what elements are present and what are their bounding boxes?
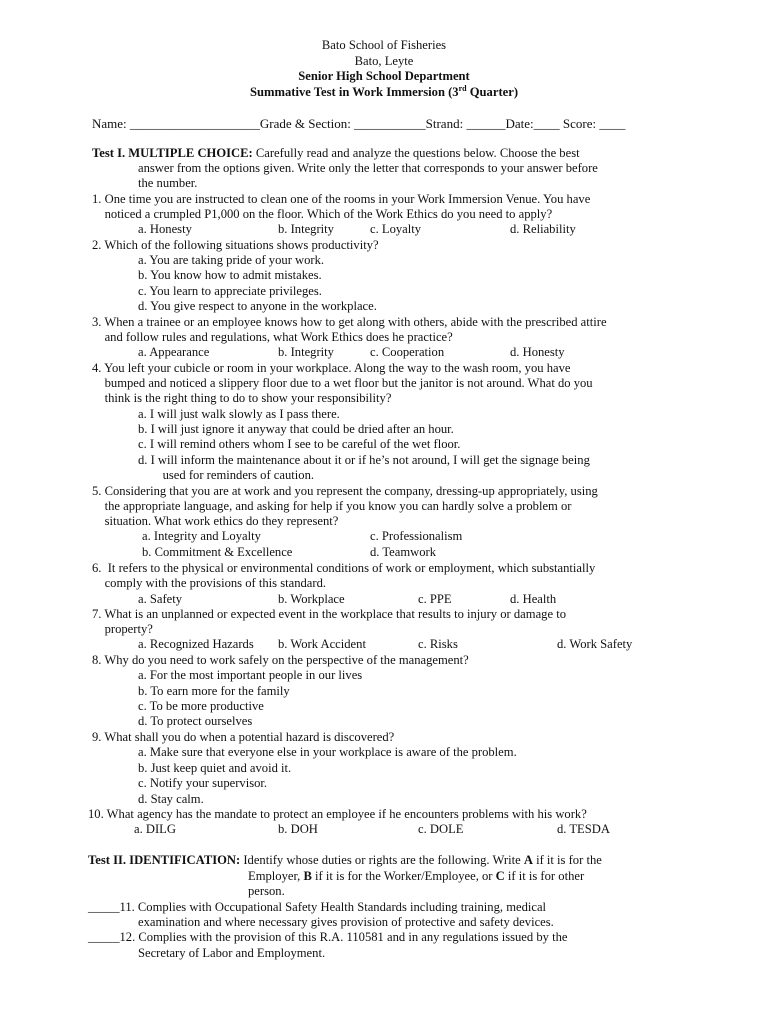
test1-instructions-3: the number. — [138, 176, 198, 190]
test-title: Summative Test in Work Immersion (3rd Quarter) — [249, 83, 519, 99]
q2-option-b: b. You know how to admit mistakes. — [138, 268, 322, 282]
q2-option-c: c. You learn to appreciate privileges. — [138, 284, 322, 298]
question-3-line-2: and follow rules and regulations, what Work Ethics does he practice? — [92, 330, 453, 344]
department-name: Senior High School Department — [298, 69, 470, 83]
question-1-line-2: noticed a crumpled P1,000 on the floor. Which of the Work Ethics do you need to apply? — [92, 207, 553, 221]
q1-option-a: a. Honesty — [138, 222, 192, 236]
q4-option-d-cont: used for reminders of caution. — [150, 468, 315, 482]
q8-option-a: a. For the most important people in our lives — [138, 668, 363, 682]
test2-instructions-2: Employer, B if it is for the Worker/Employee, or C if it is for other — [248, 869, 585, 883]
q4-option-d: d. I will inform the maintenance about it or if he’s not around, I will get the signage being — [138, 453, 590, 467]
q5-option-c: c. Professionalism — [370, 529, 463, 543]
item-12 — [88, 930, 567, 945]
q10-option-a: a. DILG — [134, 822, 176, 836]
q7-option-d: d. Work Safety — [557, 637, 633, 651]
q9-option-a: a. Make sure that everyone else in your workplace is aware of the problem. — [138, 745, 517, 759]
q4-option-c: c. I will remind others whom I see to be careful of the wet floor. — [138, 437, 461, 451]
q7-option-a: a. Recognized Hazards — [138, 637, 254, 651]
date-field[interactable]: Date:____ — [505, 116, 560, 131]
q1-option-d: d. Reliability — [510, 222, 576, 236]
q3-option-d: d. Honesty — [510, 345, 565, 359]
q5-option-a: a. Integrity and Loyalty — [142, 529, 261, 543]
q2-option-d: d. You give respect to anyone in the workplace. — [138, 299, 377, 313]
q5-option-b: b. Commitment & Excellence — [142, 545, 293, 559]
grade-section-field[interactable]: Grade & Section: ___________ — [259, 116, 426, 131]
q7-option-c: c. Risks — [418, 637, 458, 651]
test2-heading: Test II. IDENTIFICATION: — [88, 853, 241, 867]
q10-option-d: d. TESDA — [557, 822, 610, 836]
q1-option-c: c. Loyalty — [370, 222, 422, 236]
question-5-line-2: the appropriate language, and asking for help if you know you can hardly solve a problem or — [92, 499, 572, 513]
question-5-line-3: situation. What work ethics do they represent? — [92, 514, 339, 528]
q8-option-d: d. To protect ourselves — [138, 714, 253, 728]
item-12-line-2: Secretary of Labor and Employment. — [138, 946, 326, 960]
name-field[interactable]: Name: ____________________ — [92, 116, 260, 131]
student-info-line — [92, 116, 625, 131]
question-4-line-3: think is the right thing to do to show your responsibility? — [92, 391, 392, 405]
item-11-text: 11. Complies with Occupational Safety Health Standards including training, medical — [119, 900, 547, 914]
school-location: Bato, Leyte — [354, 53, 414, 68]
test1-heading-line — [92, 146, 580, 161]
question-5-line-1: 5. Considering that you are at work and you represent the company, dressing-up appropriately, using — [92, 484, 598, 498]
q9-option-b: b. Just keep quiet and avoid it. — [138, 761, 292, 775]
question-3-line-1: 3. When a trainee or an employee knows how to get along with others, abide with the prescribed attire — [92, 315, 607, 329]
item-12-answer-blank[interactable]: _____ — [88, 930, 120, 944]
question-10-line-1: 10. What agency has the mandate to protect an employee if he encounters problems with his work? — [88, 807, 587, 821]
q1-option-b: b. Integrity — [278, 222, 334, 236]
q4-option-a: a. I will just walk slowly as I pass there. — [138, 407, 340, 421]
school-name: Bato School of Fisheries — [321, 38, 447, 52]
question-1-line-1: 1. One time you are instructed to clean one of the rooms in your Work Immersion Venue. You have — [92, 192, 591, 206]
strand-field[interactable]: Strand: ______ — [425, 116, 506, 131]
question-2-line-1: 2. Which of the following situations shows productivity? — [92, 238, 379, 252]
question-4-line-2: bumped and noticed a slippery floor due to a wet floor but the janitor is not around. What do you — [92, 376, 593, 390]
item-11-answer-blank[interactable]: _____ — [88, 900, 120, 914]
question-9-line-1: 9. What shall you do when a potential hazard is discovered? — [92, 730, 395, 744]
question-6-line-1: 6. It refers to the physical or environmental conditions of work or employment, which substantially — [92, 561, 596, 575]
question-7-line-2: property? — [92, 622, 153, 636]
item-12-text: 12. Complies with the provision of this R.A. 110581 and in any regulations issued by the — [119, 930, 568, 944]
score-field[interactable]: Score: ____ — [559, 116, 626, 131]
item-11-line-2: examination and where necessary gives provision of protective and safety devices. — [138, 915, 554, 929]
q3-option-c: c. Cooperation — [370, 345, 445, 359]
document-header — [0, 38, 768, 100]
q10-option-b: b. DOH — [278, 822, 318, 836]
q9-option-c: c. Notify your supervisor. — [138, 776, 268, 790]
q4-option-b: b. I will just ignore it anyway that could be dried after an hour. — [138, 422, 454, 436]
q3-option-a: a. Appearance — [138, 345, 210, 359]
q8-option-b: b. To earn more for the family — [138, 684, 290, 698]
q6-option-d: d. Health — [510, 592, 557, 606]
q8-option-c: c. To be more productive — [138, 699, 264, 713]
test1-heading: Test I. MULTIPLE CHOICE: — [92, 146, 253, 160]
q6-option-a: a. Safety — [138, 592, 183, 606]
q7-option-b: b. Work Accident — [278, 637, 366, 651]
test2-heading-line: Test II. IDENTIFICATION: Identify whose duties or rights are the following. Write A if it is for the — [88, 853, 602, 867]
q10-option-c: c. DOLE — [418, 822, 464, 836]
question-8-line-1: 8. Why do you need to work safely on the perspective of the management? — [92, 653, 469, 667]
q5-option-d: d. Teamwork — [370, 545, 437, 559]
test1-instructions-2: answer from the options given. Write only the letter that corresponds to your answer before — [138, 161, 598, 175]
question-6-line-2: comply with the provisions of this standard. — [92, 576, 327, 590]
q3-option-b: b. Integrity — [278, 345, 334, 359]
test2-instructions-3: person. — [248, 884, 285, 898]
q6-option-c: c. PPE — [418, 592, 452, 606]
item-11 — [88, 900, 546, 915]
question-7-line-1: 7. What is an unplanned or expected event in the workplace that results to injury or damage to — [92, 607, 566, 621]
test1-instructions-1: Carefully read and analyze the questions below. Choose the best — [252, 146, 580, 160]
q2-option-a: a. You are taking pride of your work. — [138, 253, 325, 267]
q6-option-b: b. Workplace — [278, 592, 345, 606]
question-4-line-1: 4. You left your cubicle or room in your workplace. Along the way to the wash room, you have — [92, 361, 571, 375]
q9-option-d: d. Stay calm. — [138, 792, 204, 806]
